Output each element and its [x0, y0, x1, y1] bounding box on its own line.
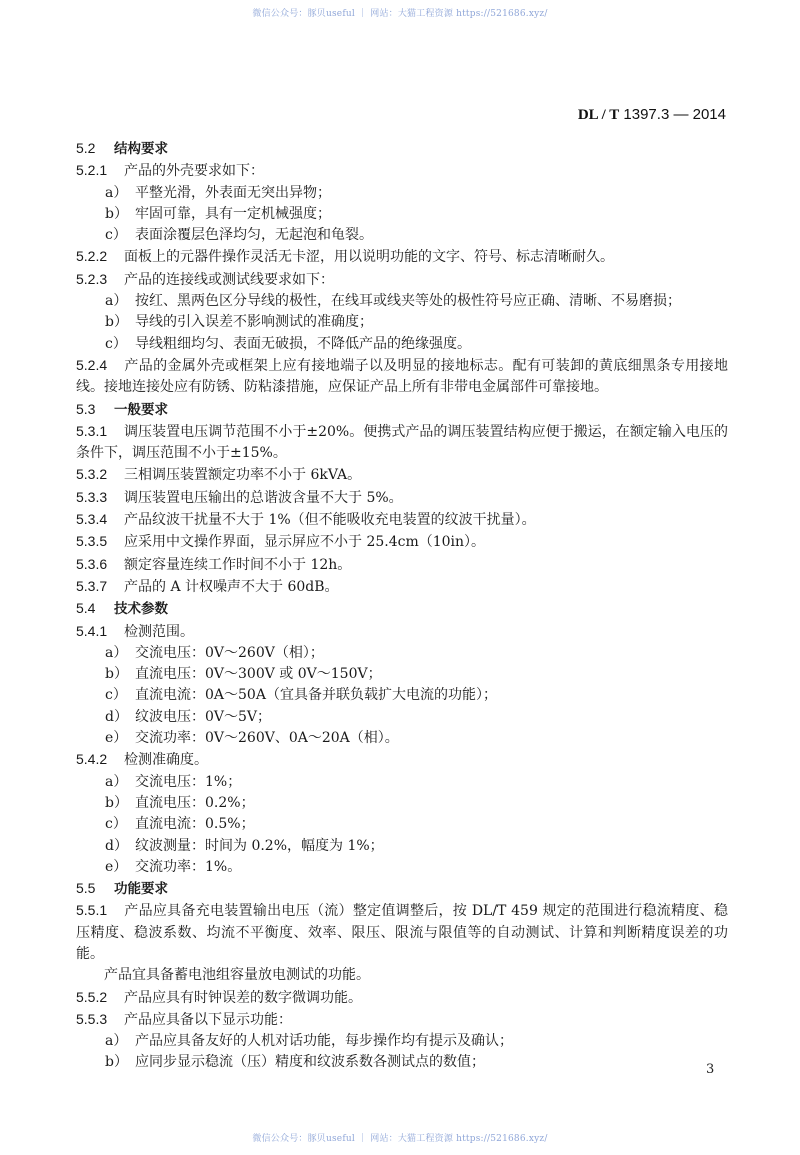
item-label: b）	[105, 205, 128, 222]
item-label: a）	[105, 1033, 128, 1050]
clause-5-3-4	[76, 509, 728, 531]
clause-number: 5.2.3	[76, 270, 108, 287]
item-text: 产品应具备友好的人机对话功能，每步操作均有提示及确认；	[135, 1033, 513, 1050]
watermark-top: 微信公众号：豚贝useful ｜ 网站：大猫工程资源 https://521686.xyz/	[252, 9, 548, 19]
clause-text: 检测范围。	[124, 623, 194, 640]
clause-text: 产品纹波干扰量不大于 1%（但不能吸收充电装置的纹波干扰量）。	[124, 512, 536, 529]
clause-5-5-1	[76, 900, 728, 965]
list-item	[76, 643, 728, 664]
section-title: 技术参数	[114, 601, 168, 618]
item-text: 平整光滑，外表面无突出异物；	[135, 184, 331, 201]
item-label: b）	[105, 1054, 128, 1071]
clause-5-3-2	[76, 464, 728, 486]
clause-number: 5.5.3	[76, 1010, 108, 1027]
clause-text: 检测准确度。	[124, 752, 208, 769]
item-text: 直流电压：0V～300V 或 0V～150V；	[135, 666, 382, 683]
section-5-2-heading	[76, 138, 728, 160]
clause-text: 调压装置电压输出的总谐波含量不大于 5%。	[124, 489, 403, 506]
item-text: 导线粗细均匀、表面无破损，不降低产品的绝缘强度。	[135, 335, 471, 352]
item-label: b）	[105, 666, 128, 683]
page-number: 3	[706, 1062, 715, 1077]
list-item	[76, 225, 728, 246]
clause-text: 应采用中文操作界面，显示屏应不小于 25.4cm（10in）。	[124, 534, 486, 551]
clause-5-2-3	[76, 269, 728, 291]
list-item	[76, 291, 728, 312]
clause-number: 5.3.6	[76, 555, 108, 572]
clause-number: 5.3.1	[76, 422, 108, 439]
item-label: c）	[105, 335, 127, 352]
clause-5-3-7	[76, 576, 728, 598]
clause-text: 额定容量连续工作时间不小于 12h。	[124, 556, 352, 573]
item-text: 牢固可靠，具有一定机械强度；	[135, 205, 331, 222]
item-label: e）	[105, 858, 128, 875]
item-text: 交流电压：0V～260V（相）；	[135, 644, 324, 661]
section-5-4-heading	[76, 598, 728, 620]
clause-5-4-2	[76, 749, 728, 771]
item-text: 交流功率：1%。	[135, 858, 242, 875]
item-label: d）	[105, 837, 128, 854]
list-item	[76, 836, 728, 857]
clause-5-5-3	[76, 1009, 728, 1031]
list-item	[76, 772, 728, 793]
item-text: 纹波电压：0V～5V；	[135, 708, 272, 725]
clause-number: 5.3.3	[76, 488, 108, 505]
list-item	[76, 664, 728, 685]
item-text: 交流电压：1%；	[135, 773, 242, 790]
section-5-5-heading	[76, 878, 728, 900]
clause-5-2-4	[76, 355, 728, 399]
item-label: a）	[105, 773, 128, 790]
clause-5-5-2	[76, 987, 728, 1009]
item-text: 按红、黑两色区分导线的极性，在线耳或线夹等处的极性符号应正确、清晰、不易磨损；	[135, 293, 681, 310]
section-number: 5.5	[76, 880, 96, 897]
list-item	[76, 814, 728, 835]
item-label: b）	[105, 794, 128, 811]
clause-text: 产品的 A 计权噪声不大于 60dB。	[124, 578, 339, 595]
item-text: 直流电流：0.5%；	[135, 816, 255, 833]
clause-5-4-1	[76, 621, 728, 643]
clause-number: 5.3.5	[76, 533, 108, 550]
list-item	[76, 334, 728, 355]
list-item	[76, 312, 728, 333]
clause-text: 产品应具备以下显示功能：	[124, 1011, 292, 1028]
clause-text: 调压装置电压调节范围不小于±20%。便携式产品的调压装置结构应便于搬运，在额定输入电压的条件下，调压范围不小于±15%。	[76, 423, 728, 462]
list-item	[76, 183, 728, 204]
clause-5-3-5	[76, 531, 728, 553]
clause-5-2-1	[76, 160, 728, 182]
clause-number: 5.5.1	[76, 902, 108, 919]
item-label: c）	[105, 687, 127, 704]
clause-number: 5.2.4	[76, 356, 108, 373]
section-title: 功能要求	[114, 881, 168, 898]
clause-number: 5.2.2	[76, 248, 108, 265]
standard-code	[578, 106, 726, 124]
item-text: 直流电压：0.2%；	[135, 794, 255, 811]
item-label: a）	[105, 184, 128, 201]
item-text: 交流功率：0V～260V、0A～20A（相）。	[135, 730, 399, 747]
list-item	[76, 857, 728, 878]
section-number: 5.3	[76, 400, 96, 417]
list-item	[76, 685, 728, 706]
section-5-3-heading	[76, 399, 728, 421]
section-title: 一般要求	[114, 401, 168, 418]
list-item	[76, 1052, 728, 1073]
item-label: b）	[105, 314, 128, 331]
list-item	[76, 793, 728, 814]
item-text: 纹波测量：时间为 0.2%，幅度为 1%；	[135, 837, 384, 854]
clause-number: 5.3.7	[76, 577, 108, 594]
list-item	[76, 707, 728, 728]
item-label: a）	[105, 644, 128, 661]
clause-number: 5.4.1	[76, 622, 108, 639]
standard-number: 1397.3 — 2014	[623, 106, 726, 123]
clause-5-3-6	[76, 554, 728, 576]
item-text: 表面涂覆层色泽均匀，无起泡和龟裂。	[135, 227, 373, 244]
paragraph: 产品宜具备蓄电池组容量放电测试的功能。	[104, 967, 370, 984]
item-label: a）	[105, 293, 128, 310]
clause-5-3-1	[76, 421, 728, 465]
list-item	[76, 204, 728, 225]
item-label: c）	[105, 227, 127, 244]
item-text: 导线的引入误差不影响测试的准确度；	[135, 314, 373, 331]
clause-number: 5.2.1	[76, 162, 108, 179]
clause-text: 产品的金属外壳或框架上应有接地端子以及明显的接地标志。配有可装卸的黄底细黑条专用接地线。接地连接处应有防锈、防粘漆措施，应保证产品上所有非带电金属部件可靠接地。	[76, 357, 728, 396]
item-label: c）	[105, 816, 127, 833]
item-text: 应同步显示稳流（压）精度和纹波系数各测试点的数值；	[135, 1054, 485, 1071]
clause-number: 5.3.4	[76, 511, 108, 528]
document-body	[76, 138, 728, 1074]
clause-number: 5.3.2	[76, 466, 108, 483]
clause-number: 5.5.2	[76, 988, 108, 1005]
standard-prefix: DL / T	[577, 107, 620, 123]
item-label: e）	[105, 730, 128, 747]
clause-text: 面板上的元器件操作灵活无卡涩，用以说明功能的文字、符号、标志清晰耐久。	[124, 249, 614, 266]
section-number: 5.4	[76, 600, 96, 617]
clause-text: 产品应具有时钟误差的数字微调功能。	[124, 989, 362, 1006]
watermark-bottom: 微信公众号：豚贝useful ｜ 网站：大猫工程资源 https://521686.xyz/	[252, 1134, 548, 1144]
section-title: 结构要求	[114, 141, 168, 157]
clause-5-2-2	[76, 246, 728, 268]
clause-5-3-3	[76, 487, 728, 509]
item-text: 直流电流：0A～50A（宜具备并联负载扩大电流的功能）；	[135, 687, 497, 704]
clause-text: 产品的连接线或测试线要求如下：	[124, 271, 334, 288]
clause-text: 产品应具备充电装置输出电压（流）整定值调整后，按 DL/T 459 规定的范围进行稳流精度、稳压精度、稳波系数、均流不平衡度、效率、限压、限流与限值等的自动测试、计算和判断精度误差的功能。	[76, 903, 728, 962]
list-item	[76, 728, 728, 749]
clause-text: 三相调压装置额定功率不小于 6kVA。	[124, 467, 362, 484]
clause-text: 产品的外壳要求如下：	[124, 163, 264, 180]
item-label: d）	[105, 708, 128, 725]
section-number: 5.2	[76, 140, 96, 156]
list-item	[76, 1031, 728, 1052]
clause-number: 5.4.2	[76, 751, 108, 768]
